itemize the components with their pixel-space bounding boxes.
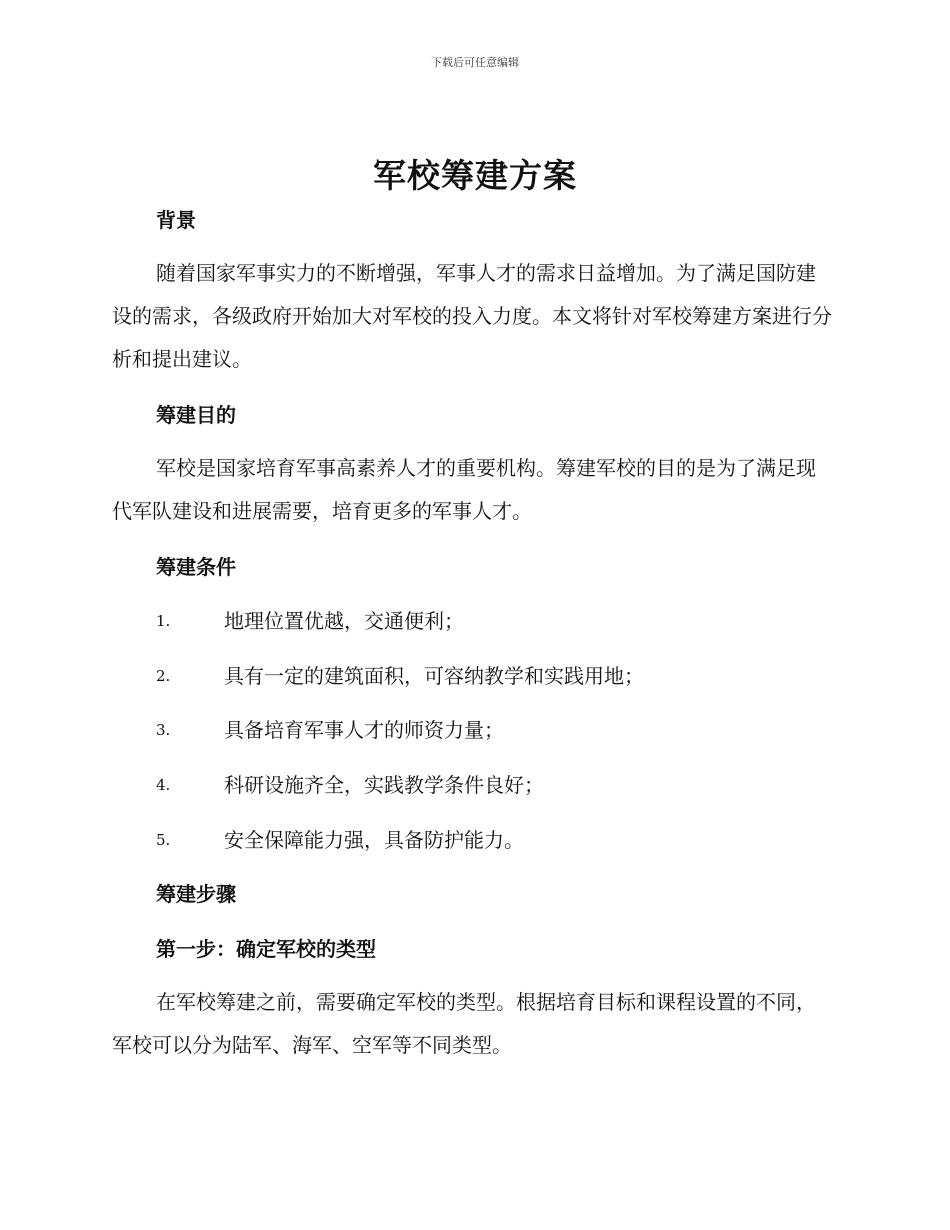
list-item (156, 606, 836, 636)
list-item-number: 4. (156, 776, 171, 794)
list-item-text: 科研设施齐全，实践教学条件良好； (224, 773, 544, 797)
section-heading-background: 背景 (156, 208, 196, 232)
list-item-number: 1. (156, 612, 171, 630)
list-item (156, 715, 836, 745)
header-note: 下载后可任意编辑 (431, 56, 519, 69)
step1-paragraph: 在军校筹建之前，需要确定军校的类型。根据培育目标和课程设置的不同，军校可以分为陆军、海军、空军等不同类型。 (112, 990, 816, 1057)
list-item (156, 770, 836, 800)
list-item-number: 3. (156, 721, 171, 739)
list-item-text: 安全保障能力强，具备防护能力。 (224, 828, 524, 852)
list-item-text: 具有一定的建筑面积，可容纳教学和实践用地； (224, 664, 644, 688)
list-item (156, 825, 836, 855)
purpose-paragraph: 军校是国家培育军事高素养人才的重要机构。筹建军校的目的是为了满足现代军队建设和进展需要，培育更多的军事人才。 (112, 456, 816, 523)
step1-heading: 第一步：确定军校的类型 (156, 937, 376, 961)
section-heading-purpose: 筹建目的 (156, 403, 236, 427)
list-item (156, 661, 836, 691)
list-item-text: 具备培育军事人才的师资力量； (224, 718, 504, 742)
list-item-number: 5. (156, 831, 171, 849)
list-item-number: 2. (156, 667, 171, 685)
list-item-text: 地理位置优越，交通便利； (224, 609, 464, 633)
background-paragraph: 随着国家军事实力的不断增强，军事人才的需求日益增加。为了满足国防建设的需求，各级政府开始加大对军校的投入力度。本文将针对军校筹建方案进行分析和提出建议。 (112, 261, 832, 371)
document-title: 军校筹建方案 (373, 156, 577, 195)
section-heading-steps: 筹建步骤 (156, 882, 236, 906)
section-heading-conditions: 筹建条件 (156, 555, 236, 579)
